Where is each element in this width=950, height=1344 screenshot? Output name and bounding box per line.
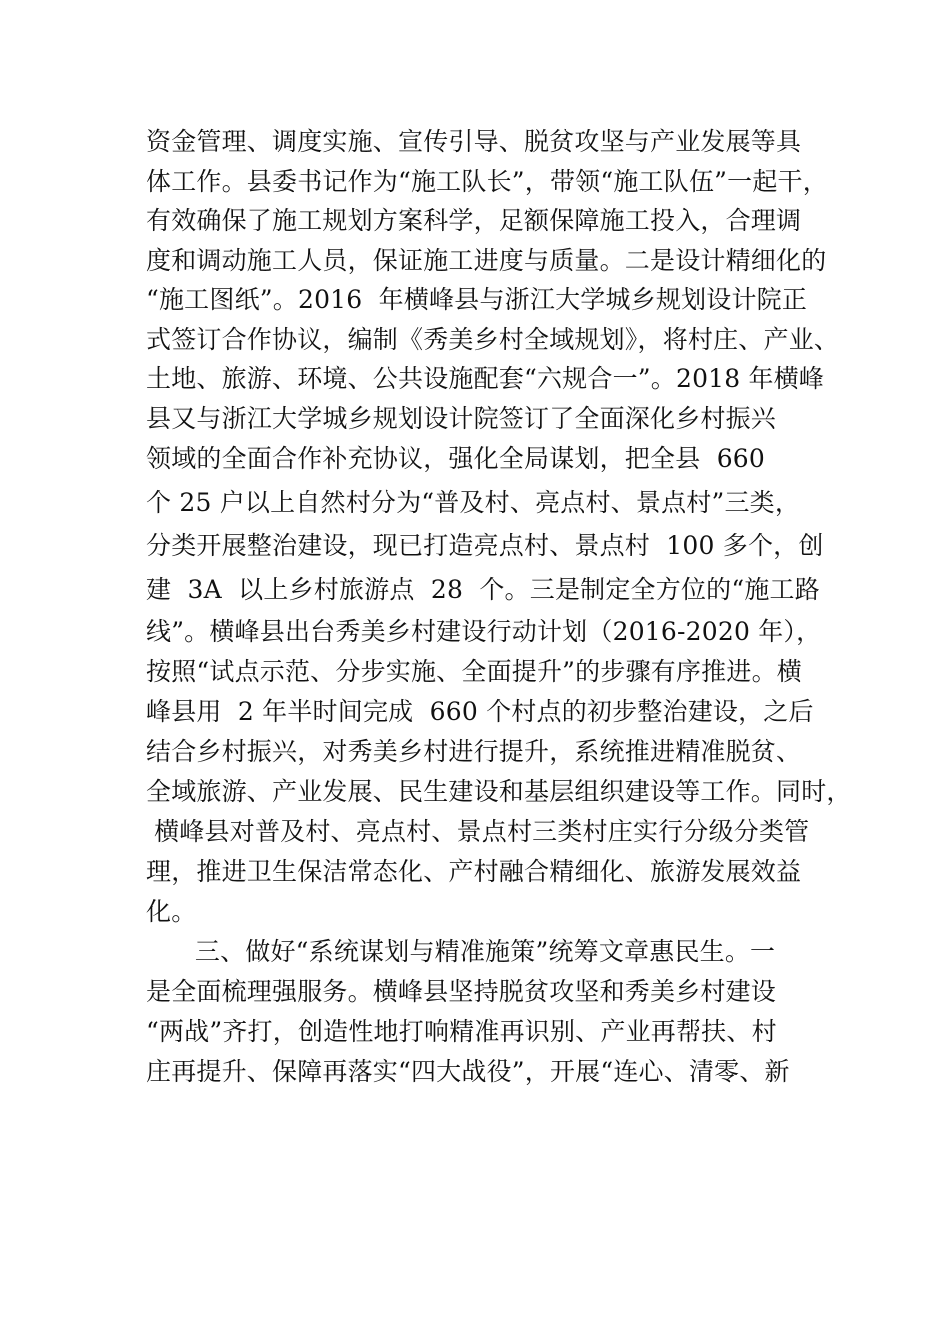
text-line: 理，推进卫生保洁常态化、产村融合精细化、旅游发展效益: [146, 857, 802, 886]
text-line: “两战”齐打，创造性地打响精准再识别、产业再帮扶、村: [146, 1017, 777, 1046]
text-line: 横峰县对普及村、亮点村、景点村三类村庄实行分级分类管: [146, 817, 810, 846]
text-line: “施工图纸”。2016 年横峰县与浙江大学城乡规划设计院正: [146, 285, 808, 314]
text-line: 分类开展整治建设，现已打造亮点村、景点村 100 多个，创: [146, 531, 824, 560]
text-line: 土地、旅游、环境、公共设施配套“六规合一”。2018 年横峰: [146, 364, 825, 393]
text-line: 建 3A 以上乡村旅游点 28 个。三是制定全方位的“施工路: [146, 575, 820, 604]
text-line: 按照“试点示范、分步实施、全面提升”的步骤有序推进。横: [146, 657, 802, 686]
text-line: 式签订合作协议，编制《秀美乡村全域规划》，将村庄、产业、: [146, 325, 840, 354]
text-line: 线”。横峰县出台秀美乡村建设行动计划（2016-2020 年），: [146, 617, 822, 646]
text-line: 度和调动施工人员，保证施工进度与质量。二是设计精细化的: [146, 246, 827, 275]
text-line: 领域的全面合作补充协议，强化全局谋划，把全县 660: [146, 444, 766, 473]
text-line: 全域旅游、产业发展、民生建设和基层组织建设等工作。同时，: [146, 777, 852, 806]
text-line: 体工作。县委书记作为“施工队长”，带领“施工队伍”一起干，: [146, 167, 828, 196]
text-line: 化。: [146, 897, 197, 926]
text-line: 庄再提升、保障再落实“四大战役”，开展“连心、清零、新: [146, 1057, 790, 1086]
text-line: 是全面梳理强服务。横峰县坚持脱贫攻坚和秀美乡村建设: [146, 977, 777, 1006]
text-line: 峰县用 2 年半时间完成 660 个村点的初步整治建设，之后: [146, 697, 814, 726]
text-line: 资金管理、调度实施、宣传引导、脱贫攻坚与产业发展等具: [146, 127, 802, 156]
text-line: 个 25 户以上自然村分为“普及村、亮点村、景点村”三类，: [146, 488, 801, 517]
text-line: 结合乡村振兴，对秀美乡村进行提升，系统推进精准脱贫、: [146, 737, 802, 766]
paragraph-heading-line: 三、做好“系统谋划与精准施策”统筹文章惠民生。一: [146, 937, 776, 966]
text-line: 有效确保了施工规划方案科学，足额保障施工投入，合理调: [146, 206, 802, 235]
text-line: 县又与浙江大学城乡规划设计院签订了全面深化乡村振兴: [146, 404, 777, 433]
